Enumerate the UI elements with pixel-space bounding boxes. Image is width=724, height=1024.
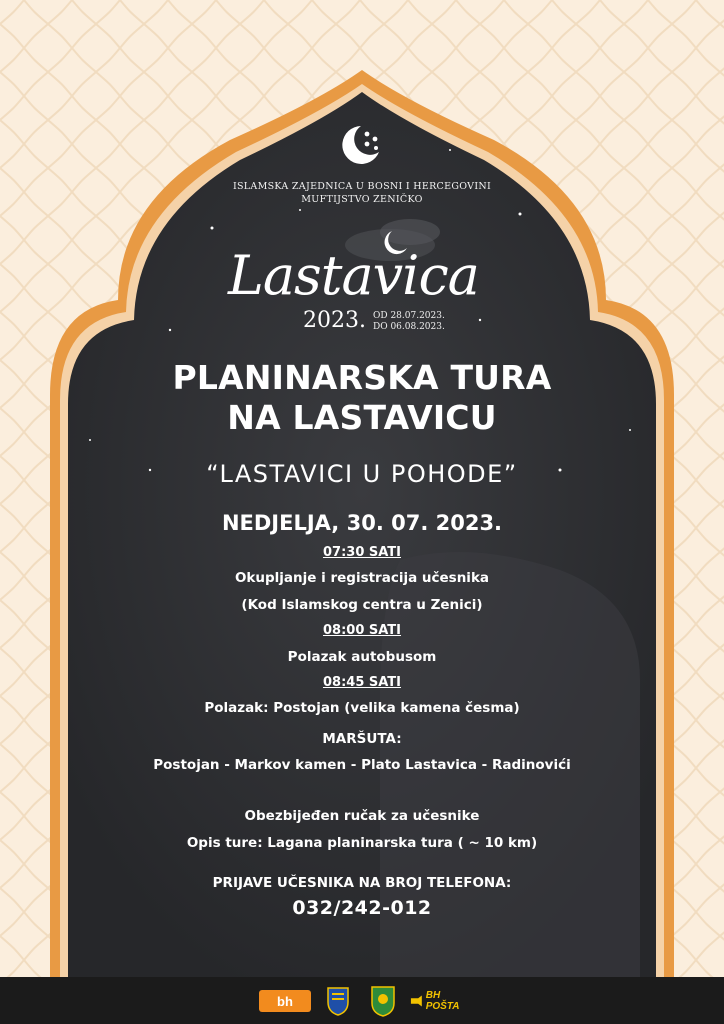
registration-phone: 032/242-012	[292, 897, 432, 919]
zdk-canton-crest-icon	[326, 986, 350, 1016]
zenica-city-crest-icon	[370, 985, 396, 1017]
schedule-time-1: 07:30 SATI	[322, 545, 402, 560]
schedule-text-1b: (Kod Islamskog centra u Zenici)	[241, 597, 483, 613]
organization-name	[0, 180, 724, 206]
headline-line2: NA LASTAVICU	[227, 398, 497, 437]
bh-posta-horn-icon	[410, 994, 423, 1008]
bh-telecom-logo	[259, 990, 311, 1012]
subtitle: “LASTAVICI U POHODE”	[206, 460, 518, 488]
bh-telecom-label: bh	[277, 993, 293, 1009]
route-label: MARŠUTA:	[322, 731, 402, 747]
bh-posta-logo	[410, 987, 472, 1015]
event-date: NEDJELJA, 30. 07. 2023.	[221, 511, 503, 535]
event-logo-dates	[373, 311, 445, 333]
event-date-from: OD 28.07.2023.	[373, 311, 445, 321]
event-logo-year: 2023.	[303, 308, 366, 333]
organization-line1: ISLAMSKA ZAJEDNICA U BOSNI I HERCEGOVINI	[232, 181, 492, 192]
bh-posta-label: BH POŠTA	[425, 990, 460, 1012]
schedule-text-3: Polazak: Postojan (velika kamena česma)	[204, 700, 520, 716]
schedule-time-3: 08:45 SATI	[322, 675, 402, 690]
schedule-text-1a: Okupljanje i registracija učesnika	[234, 570, 490, 586]
note-tour-description: Opis ture: Lagana planinarska tura ( ~ 10 km)	[186, 835, 538, 851]
event-date-to: DO 06.08.2023.	[373, 322, 445, 332]
crescent-emblem-icon	[339, 122, 385, 168]
route-value: Postojan - Markov kamen - Plato Lastavica - Radinovići	[153, 757, 571, 773]
schedule-text-2: Polazak autobusom	[287, 649, 437, 665]
headline-line1: PLANINARSKA TURA	[172, 358, 552, 397]
headline	[0, 358, 724, 438]
event-logo-title: Lastavica	[228, 244, 479, 307]
schedule-time-2: 08:00 SATI	[322, 623, 402, 638]
organization-line2: MUFTIJSTVO ZENIČKO	[301, 194, 423, 205]
note-lunch: Obezbijeđen ručak za učesnike	[244, 808, 480, 824]
sponsor-footer	[0, 977, 724, 1024]
registration-label: PRIJAVE UČESNIKA NA BROJ TELEFONA:	[212, 875, 512, 891]
